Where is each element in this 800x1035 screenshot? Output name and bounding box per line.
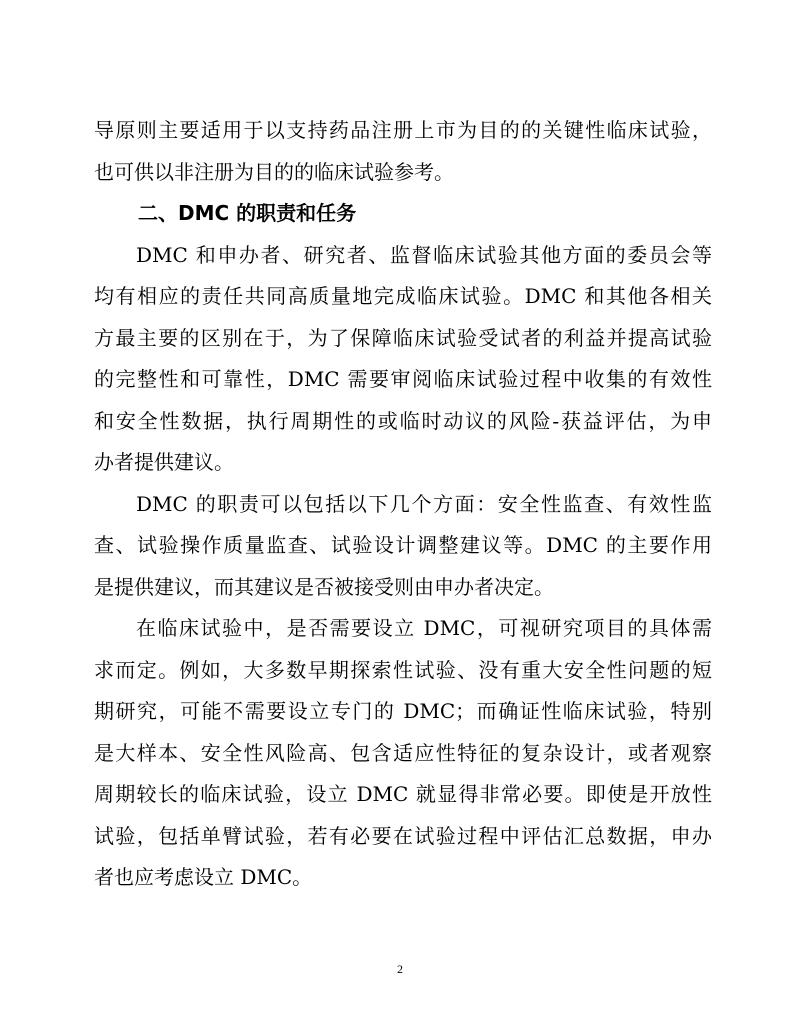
text-line: 试验，包括单臂试验，若有必要在试验过程中评估汇总数据，申办 (94, 823, 712, 848)
text-line: 导原则主要适用于以支持药品注册上市为目的的关键性临床试验， (94, 118, 712, 142)
text-line: 和安全性数据，执行周期性的或临时动议的风险-获益评估，为申 (94, 408, 712, 433)
text-line: 是提供建议，而其建议是否被接受则由申办者决定。 (94, 574, 554, 599)
text-line: 在临床试验中，是否需要设立 DMC，可视研究项目的具体需 (136, 616, 712, 640)
text-line: 均有相应的责任共同高质量地完成临床试验。DMC 和其他各相关 (94, 284, 712, 308)
text-line: DMC 和申办者、研究者、监督临床试验其他方面的委员会等 (136, 242, 712, 267)
text-line: 方最主要的区别在于，为了保障临床试验受试者的利益并提高试验 (94, 325, 712, 350)
text-line: 求而定。例如，大多数早期探索性试验、没有重大安全性问题的短 (94, 657, 712, 682)
text-line: 期研究，可能不需要设立专门的 DMC；而确证性临床试验，特别 (94, 699, 712, 723)
text-line: 周期较长的临床试验，设立 DMC 就显得非常必要。即使是开放性 (94, 782, 712, 806)
text-line: 办者提供建议。 (94, 450, 234, 474)
document-body (94, 110, 712, 899)
text-line: 者也应考虑设立 DMC。 (94, 865, 313, 889)
page-number: 2 (397, 962, 403, 976)
text-line: 也可供以非注册为目的的临床试验参考。 (94, 159, 454, 184)
text-line: 是大样本、安全性风险高、包含适应性特征的复杂设计，或者观察 (94, 740, 712, 765)
text-line: DMC 的职责可以包括以下几个方面：安全性监查、有效性监 (136, 491, 712, 516)
section-heading: 二、DMC 的职责和任务 (138, 201, 357, 225)
text-line: 的完整性和可靠性，DMC 需要审阅临床试验过程中收集的有效性 (94, 367, 712, 391)
text-line: 查、试验操作质量监查、试验设计调整建议等。DMC 的主要作用 (94, 533, 712, 557)
